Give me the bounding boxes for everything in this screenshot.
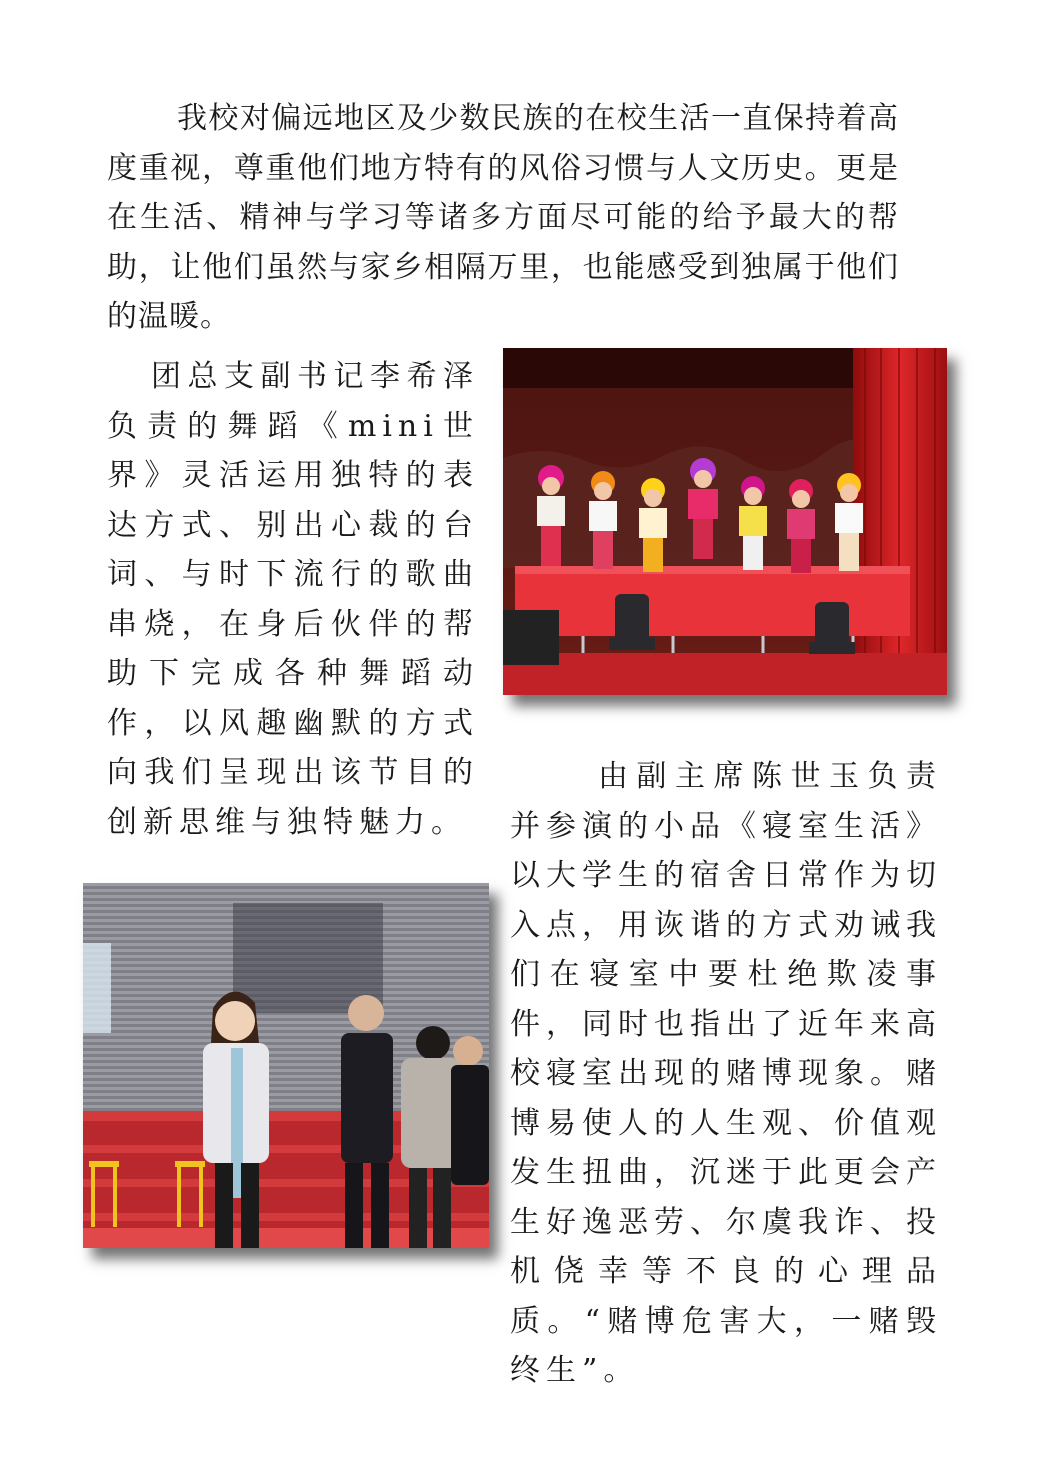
- dance-stage-photo: [503, 348, 947, 695]
- skit-paragraph: 由副主席陈世玉负责并参演的小品《寝室生活》以大学生的宿舍日常作为切入点，用诙谐的方式劝诫我们在寝室中要杜绝欺凌事件，同时也指出了近年来高校寝室出现的赌博现象。赌博易使人的人生观、价值观发生扭曲，沉迷于此更会产生好逸恶劳、尔虞我诈、投机侥幸等不良的心理品质。“赌博危害大，一赌毁终生”。: [510, 759, 942, 1388]
- skit-photo: [83, 883, 489, 1248]
- dance-paragraph: 团总支副书记李希泽负责的舞蹈《mini世界》灵活运用独特的表达方式、别出心裁的台词、与时下流行的歌曲串烧，在身后伙伴的帮助下完成各种舞蹈动作，以风趣幽默的方式向我们呈现出该节目的创新思维与独特魅力。: [107, 359, 479, 840]
- dance-stage-illustration: [503, 348, 947, 695]
- intro-paragraph: 我校对偏远地区及少数民族的在校生活一直保持着高度重视，尊重他们地方特有的风俗习惯与人文历史。更是在生活、精神与学习等诸多方面尽可能的给予最大的帮助，让他们虽然与家乡相隔万里，也能感受到独属于他们的温暖。: [107, 101, 899, 334]
- skit-stage-illustration: [83, 883, 489, 1248]
